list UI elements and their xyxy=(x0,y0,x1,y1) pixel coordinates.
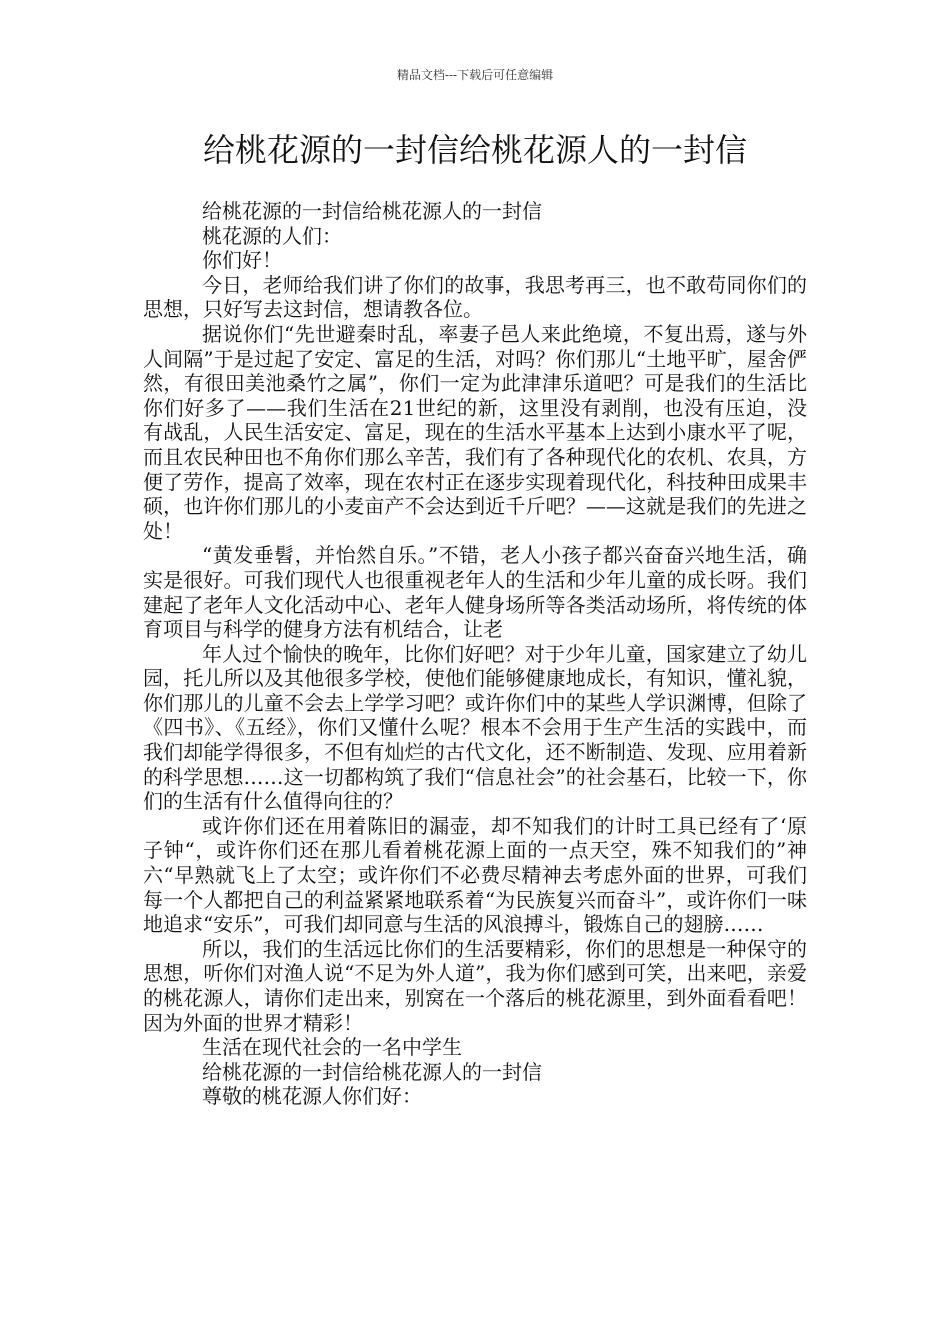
paragraph: 给桃花源的一封信给桃花源人的一封信 xyxy=(202,199,542,223)
paragraph: 据说你们“先世避秦时乱，率妻子邑人来此绝境，不复出焉，遂与外人间隔”于是过起了安定、富足的生活，对吗？你们那儿“土地平旷，屋舍俨然，有很田美池桑竹之属”，你们一定为此津津乐道吧？可是我们的生活比你们好多了——我们生活在21世纪的新，这里没有剥削，也没有压迫，没有战乱，人民生活安定、富足，现在的生活水平基本上达到小康水平了呢，而且农民种田也不角你们那么辛苦，我们有了各种现代化的农机、农具，方便了劳作，提高了效率，现在农村正在逐步实现着现代化，科技种田成果丰硕，也许你们那儿的小麦亩产不会达到近千斤吧？——这就是我们的先进之处！ xyxy=(143,321,807,543)
paragraph: 年人过个愉快的晚年，比你们好吧？对于少年儿童，国家建立了幼儿园，托儿所以及其他很多学校，使他们能够健康地成长，有知识，懂礼貌，你们那儿的儿童不会去上学学习吧？或许你们中的某些人学识渊博，但除了《四书》、《五经》，你们又懂什么呢？根本不会用于生产生活的实践中，而我们却能学得很多，不但有灿烂的古代文化，还不断制造、发现、应用着新的科学思想……这一切都构筑了我们“信息社会”的社会基石，比较一下，你们的生活有什么值得向往的？ xyxy=(143,641,807,814)
header-note: 精品文档---下载后可任意编辑 xyxy=(396,68,554,82)
document-body xyxy=(143,199,807,1109)
paragraph: 你们好！ xyxy=(202,248,282,273)
document-title: 给桃花源的一封信给桃花源人的一封信 xyxy=(202,131,747,169)
paragraph: 尊敬的桃花源人你们好： xyxy=(202,1084,422,1109)
paragraph: 或许你们还在用着陈旧的漏壶，却不知我们的计时工具已经有了‘原子钟“，或许你们还在那儿看着桃花源上面的一点天空，殊不知我们的”神六“早熟就飞上了太空；或许你们不必费尽精神去考虑外面的世界，可我们每一个人都把自己的利益紧紧地联系着“为民族复兴而奋斗”，或许你们一味地追求“安乐”，可我们却同意与生活的风浪搏斗，锻炼自己的翅膀…… xyxy=(143,813,807,937)
paragraph: 生活在现代社会的一名中学生 xyxy=(202,1035,462,1060)
paragraph: 今日，老师给我们讲了你们的故事，我思考再三，也不敢苟同你们的思想，只好写去这封信，想请教各位。 xyxy=(143,272,807,322)
paragraph: 给桃花源的一封信给桃花源人的一封信 xyxy=(202,1059,542,1084)
paragraph: “黄发垂髫，并怡然自乐。”不错，老人小孩子都兴奋奋兴地生活，确实是很好。可我们现代人也很重视老年人的生活和少年儿童的成长呀。我们建起了老年人文化活动中心、老年人健身场所等各类活动场所，将传统的体育项目与科学的健身方法有机结合，让老 xyxy=(143,543,807,642)
paragraph: 桃花源的人们： xyxy=(202,223,342,248)
paragraph: 所以，我们的生活远比你们的生活要精彩，你们的思想是一种保守的思想，听你们对渔人说“不足为外人道”，我为你们感到可笑，出来吧，亲爱的桃花源人，请你们走出来，别窝在一个落后的桃花源里，到外面看看吧！因为外面的世界才精彩！ xyxy=(143,936,807,1035)
